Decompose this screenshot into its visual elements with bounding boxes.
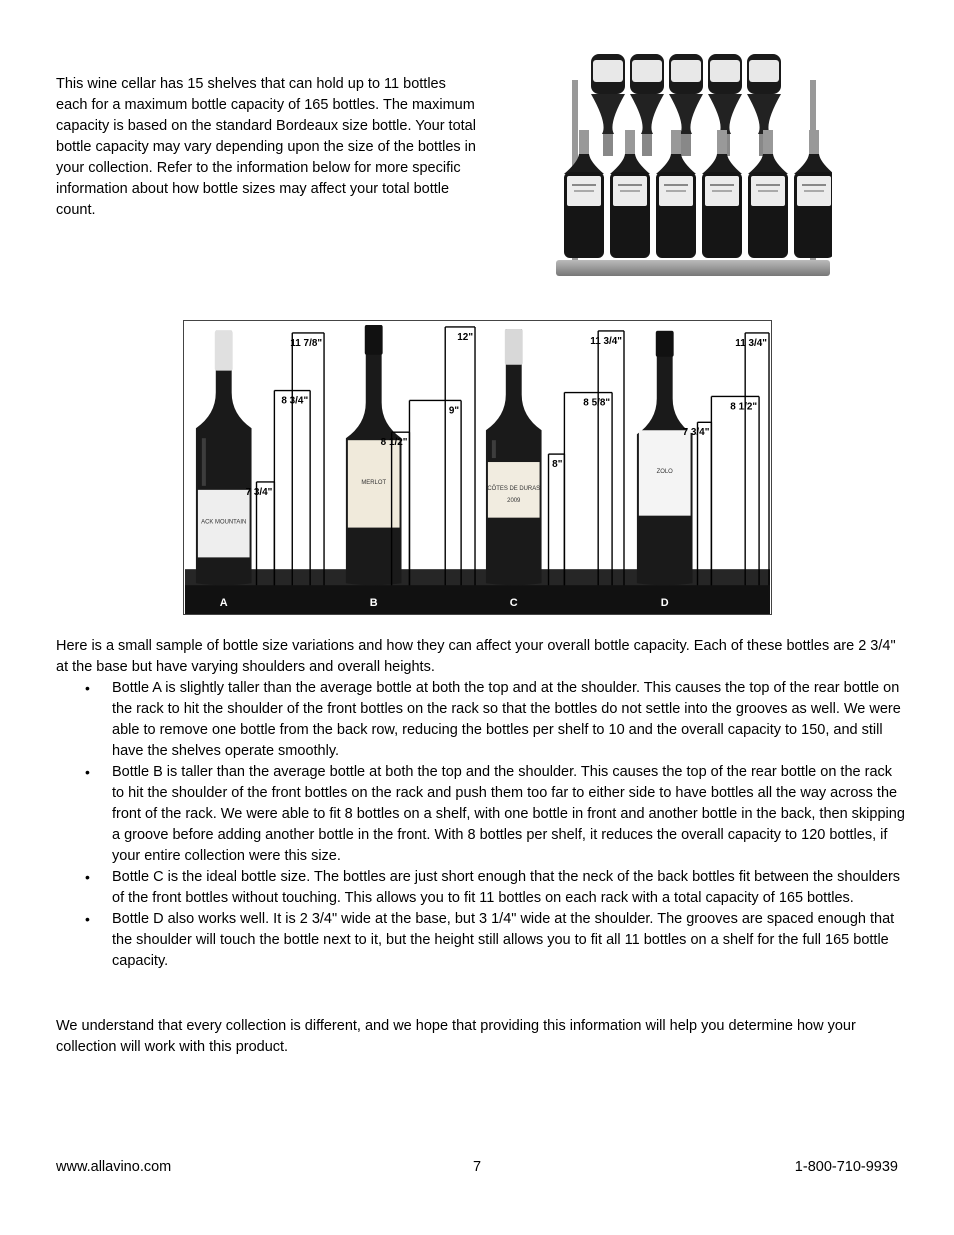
bottle-a-note: • Bottle A is slightly taller than the average bottle at both the top and at the shoulder. This causes the top of the rear bottle on the rack to hit the shoulder of the front bottles on the rack so that the bottles do not settle into the grooves as well. We were able to remove one bottle from the back row, reducing the bottles per shelf to 10 and the overall capacity to 150, and still have the shelves operate smoothly. — [85, 680, 901, 759]
dimension-label: 12" — [457, 331, 474, 343]
bottle-letter: A — [219, 597, 228, 610]
sample-intro-paragraph: Here is a small sample of bottle size variations and how they can affect your overall bottle capacity. Each of these bottles are 2 3/4" at the base but have varying shoulders and overall heights. — [56, 638, 896, 675]
bullet-icon: • — [85, 911, 90, 927]
closing-paragraph: We understand that every collection is different, and we hope that providing this information will help you determine how your collection will work with this product. — [56, 1018, 856, 1055]
dimension-label: 11 3/4" — [735, 337, 768, 349]
bottle-letter: D — [660, 597, 669, 610]
shelf-front-rail — [556, 260, 830, 276]
bottle-label-text: ZOLO — [656, 468, 673, 475]
bottle-letter: C — [509, 597, 518, 610]
dimension-label: 8 5/8" — [583, 397, 611, 409]
dimension-label: 8 3/4" — [281, 395, 309, 407]
bullet-icon: • — [85, 680, 90, 696]
bottle-d-note: • Bottle D also works well. It is 2 3/4" wide at the base, but 3 1/4" wide at the shoulder. The grooves are spaced enough that the shoulder will touch the bottle next to it, but the height still allows you to fit all 11 bottles on a shelf for the full 165 bottle capacity. — [85, 911, 895, 969]
bottle-label-text: ACK MOUNTAIN — [201, 519, 247, 526]
dimension-label: 11 3/4" — [590, 335, 623, 347]
page-footer — [56, 1157, 898, 1178]
bottle-label-text: CÔTES DE DURAS — [487, 485, 541, 492]
footer-page-number: 7 — [472, 1159, 482, 1175]
bottle-c-note: • Bottle C is the ideal bottle size. The bottles are just short enough that the neck of the back bottles fit between the shoulders of the front bottles without touching. This allows you to fit 11 bottles on each rack with a total capacity of 165 bottles. — [85, 869, 901, 906]
bottle-capsule — [505, 329, 523, 365]
dimension-label: 8 1/2" — [380, 437, 408, 449]
bottle-capsule — [656, 331, 674, 357]
bottle-capsule — [365, 325, 383, 355]
bottle-label-year: 2009 — [507, 497, 521, 504]
footer-phone: 1-800-710-9939 — [794, 1159, 898, 1175]
bullet-icon: • — [85, 869, 90, 885]
dimension-label: 7 3/4" — [245, 486, 273, 498]
wine-shelf-photo — [554, 50, 832, 278]
footer-website: www.allavino.com — [56, 1159, 172, 1175]
dimension-label: 11 7/8" — [290, 337, 323, 349]
bottle-letter: B — [369, 597, 378, 610]
bottle-notes-list — [56, 678, 906, 972]
dimension-label: 9" — [448, 405, 460, 417]
dimension-label: 8 1/2" — [730, 401, 758, 413]
bottle-label-text: MERLOT — [361, 479, 387, 486]
bottle-b-note: • Bottle B is taller than the average bottle at both the top and the shoulder. This causes the top of the rear bottle on the rack to hit the shoulder of the front bottles on the rack and push them too far to either side to have bottles all the way across the front of the rack. We were able to fit 8 bottles on a shelf, with one bottle in front and another bottle in the back, then skipping a groove before adding another bottle in the front. With 8 bottles per shelf, it reduces the overall capacity to 120 bottles, if your entire collection were this size. — [85, 764, 905, 864]
intro-paragraph: This wine cellar has 15 shelves that can hold up to 11 bottles each for a maximum bottle capacity of 165 bottles. The maximum capacity is based on the standard Bordeaux size bottle. Your total bottle capacity may vary depending upon the size of the bottles in your collection. Refer to the information below for more specific information about how bottle sizes may affect your total bottle count. — [56, 76, 476, 218]
bottle-size-comparison-photo — [183, 320, 772, 615]
dimension-label: 8" — [552, 459, 563, 471]
bottle-capsule — [215, 331, 233, 371]
bullet-icon: • — [85, 764, 90, 780]
dimension-label: 7 3/4" — [682, 427, 710, 439]
